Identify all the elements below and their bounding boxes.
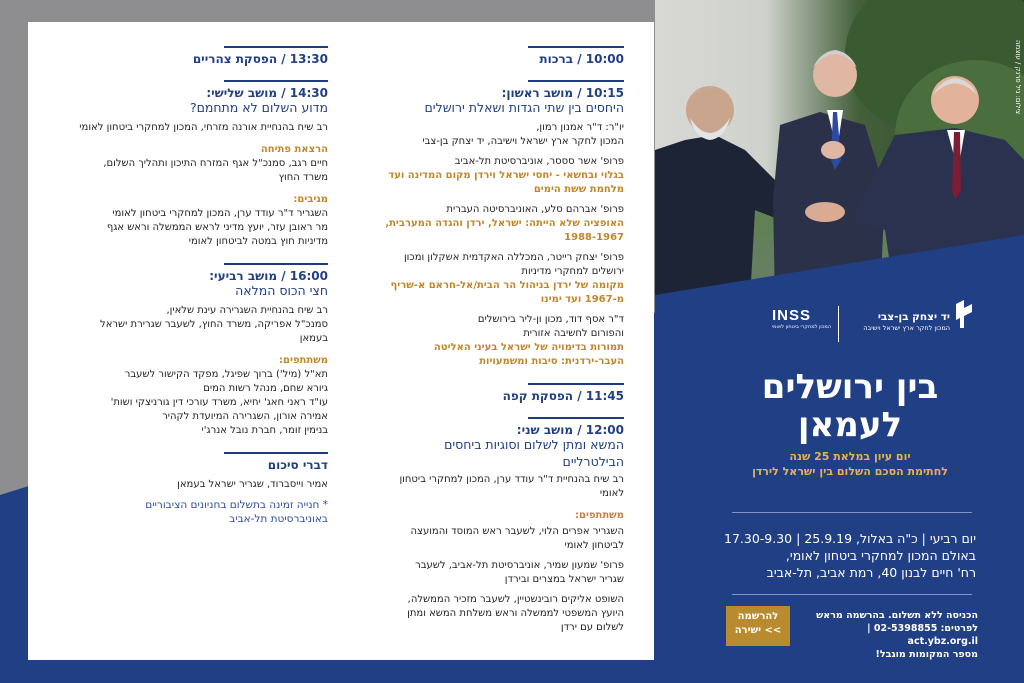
ybz-logo-name: יד יצחק בן-צבי (877, 311, 950, 323)
event-date-line: יום רביעי | כ"ה באלול, 25.9.19 | 17.30-9.30 (724, 531, 976, 546)
program-right-column (382, 46, 624, 643)
speaker-2-topic-1: האופציה שלא הייתה: ישראל, ירדן והגדה המערבית, (385, 218, 624, 229)
closing-remarks-title: דברי סיכום (267, 458, 328, 472)
session-1-subtitle: היחסים בין שתי הגדות ושאלת ירושלים (424, 100, 624, 115)
participant-3-line-3: לשלום עם ירדן (560, 622, 624, 633)
event-address-line: רח' חיים לבנון 40, רמת אביב, תל-אביב (766, 565, 976, 580)
session-4-participant-2: גיורא שחם, מנהל רשות המים (203, 383, 328, 394)
session-4-subtitle: חצי הכוס המלאה (235, 283, 328, 298)
ybz-emblem-icon (954, 300, 974, 328)
speaker-3-line-1: פרופ' יצחק רייטר, המכללה האקדמית אשקלון ומכון (403, 252, 624, 263)
parking-note-1: * חנייה זמינה בתשלום בחניונים הציבוריים (145, 499, 328, 511)
session-4-participant-5: בנימין זומר, חברת נובל אנרג'י (201, 425, 328, 436)
registration-info-line-3: מספר המקומות מוגבל! (875, 649, 978, 660)
speaker-3-topic-2: מ-1967 ועד ימינו (540, 294, 624, 305)
session-4-moderator-2: סמנכ"ל אפריקה, משרד החוץ, לשעבר שגרירת ישראל בעמאן (100, 319, 328, 344)
session-2-time: 12:00 / מושב שני: (516, 423, 624, 437)
parking-note-2: באוניברסיטת תל-אביב (229, 513, 328, 525)
lunch-break-time: 13:30 / הפסקת צהריים (192, 52, 328, 66)
session-4-participant-3: עו"ד ראני חאג' יחיא, משרד עורכי דין גורניצקי ושות' (110, 397, 328, 408)
participant-2-line-2: שגריר ישראל במצרים ובירדן (504, 574, 624, 585)
session-2-subtitle-1: המשא ומתן לשלום וסוגיות ביחסים (444, 437, 624, 452)
opening-lecture-label: הרצאת פתיחה (260, 144, 328, 155)
speaker-3-topic-1: מקומה של ירדן בניהול הר הבית/אל-חראם א-שריף (390, 280, 624, 291)
session-3-moderator: רב שיח בהנחיית אורנה מזרחי, המכון למחקרי ביטחון לאומי (79, 122, 328, 133)
speaker-4-topic-1: תמורות בדימויה של ישראל בעיני האליטה (433, 342, 624, 353)
respondents-label: מגיבים: (293, 194, 328, 205)
register-button-line-2: ישירה << (734, 625, 782, 636)
inss-logo-sub: המכון למחקרי ביטחון לאומי (772, 324, 832, 330)
session-2-participants-label: משתתפים: (575, 510, 624, 521)
participant-3-line-1: השופט אליקים רובינשטיין, לשעבר מזכיר הממשלה, (407, 594, 624, 605)
session-4-participant-1: תא"ל (מיל') ברוך שפיגל, מפקד הקישור לשעבר (124, 369, 328, 380)
chair-line-1: יו"ר: ד"ר אמנון רמון, (536, 122, 624, 133)
event-title (700, 368, 1000, 444)
inss-logo-name: INSS (772, 307, 812, 324)
speaker-2-line: פרופ' אברהם סלע, האוניברסיטה העברית (446, 204, 624, 215)
event-venue-line: באולם המכון למחקרי ביטחון לאומי, (785, 548, 976, 563)
coffee-break-time: 11:45 / הפסקת קפה (502, 389, 624, 403)
respondent-2-line-2: מדיניות חוץ במטה לביטחון לאומי (188, 236, 328, 247)
speaker-4-topic-2: העבר-ירדנית: סיבות ומשמעויות (479, 356, 624, 367)
speaker-1-line: פרופ' אשר סססר, אוניברסיטת תל-אביב (454, 156, 624, 167)
event-subtitle-line-2: לחתימת הסכם השלום בין ישראל לירדן (752, 465, 948, 478)
speaker-4-line-2: והפורום לחשיבה אזורית (523, 328, 624, 339)
registration-info-line-1: הכניסה ללא תשלום. בהרשמה מראש (816, 610, 978, 621)
participant-2-line-1: פרופ' שמעון שמיר, אוניברסיטת תל-אביב, לשעבר (415, 560, 624, 571)
respondent-1: השגריר ד"ר עודד ערן, המכון למחקרי ביטחון לאומי (112, 208, 328, 219)
session-3-subtitle: מדוע השלום לא מתחמם? (189, 100, 328, 115)
register-button-line-1: להרשמה (737, 611, 779, 622)
participant-1-line-1: השגריר אפרים הלוי, לשעבר ראש המוסד והמועצה (410, 526, 624, 537)
registration-info (798, 609, 978, 661)
speaker-1-topic-1: בגלוי ובחשאי - יחסי ישראל וירדן מקום המדינה ועד (388, 170, 624, 181)
participant-3-line-2: היועץ המשפטי לממשלה וראש משלחת המשא ומתן (407, 608, 624, 619)
session-4-participants-label: משתתפים: (279, 355, 328, 366)
logo-divider (838, 306, 839, 342)
ybz-logo (850, 298, 950, 333)
speaker-2-topic-2: 1988-1967 (564, 232, 624, 243)
session-4-participant-4: אמירה אורון, השגרירה המיועדת לקהיר (162, 411, 328, 422)
session-3-time: 14:30 / מושב שלישי: (206, 86, 328, 100)
event-subtitle-line-1: יום עיון במלאת 25 שנה (789, 450, 911, 463)
register-button[interactable] (726, 606, 790, 646)
participant-1-line-2: לביטחון לאומי (564, 540, 624, 551)
photo-credit: צילום: גיל פרנק / עוצמה (1014, 40, 1022, 115)
session-welcome-time: 10:00 / ברכות (539, 52, 624, 66)
session-2-subtitle-2: הבילטרליים (562, 454, 624, 469)
registration-info-line-2: לפרטים: 02-5398855 | act.ybz.org.il (867, 623, 978, 647)
session-2-moderator: רב שיח בהנחיית ד"ר עודד ערן, המכון למחקרי ביטחון לאומי (399, 474, 624, 499)
event-title-line-1: בין ירושלים (761, 367, 939, 407)
inss-logo (772, 308, 832, 331)
event-subtitle (700, 449, 1000, 479)
opening-lecture-line-1: חיים רגב, סמנכ"ל אגף המזרח התיכון ותהליך השלום, (103, 158, 328, 169)
program-left-column (70, 46, 328, 534)
session-4-moderator-1: רב שיח בהנחיית השגרירה עינת שלאין, (166, 305, 328, 316)
speaker-4-line-1: ד"ר אסף דוד, מכון ון-ליר בירושלים (477, 314, 624, 325)
speaker-1-topic-2: מלחמת ששת הימים (533, 184, 624, 195)
respondent-2-line-1: מר ראובן עזר, יועץ מדיני לראש הממשלה וראש אגף (106, 222, 328, 233)
speaker-3-line-2: ירושלים למחקרי מדיניות (521, 266, 624, 277)
closing-remarks-speaker: אמיר וייסברוד, שגריר ישראל בעמאן (177, 479, 328, 490)
event-title-line-2: לעמאן (797, 405, 903, 445)
event-details (700, 530, 976, 581)
opening-lecture-line-2: משרד החוץ (278, 172, 328, 183)
details-divider (732, 512, 972, 513)
session-1-time: 10:15 / מושב ראשון: (501, 86, 624, 100)
session-4-time: 16:00 / מושב רביעי: (209, 269, 328, 283)
ybz-logo-sub: המכון לחקר ארץ ישראל וישיבה (863, 324, 950, 332)
chair-line-2: המכון לחקר ארץ ישראל וישיבה, יד יצחק בן-צבי (422, 136, 624, 147)
footer-divider (732, 594, 972, 595)
